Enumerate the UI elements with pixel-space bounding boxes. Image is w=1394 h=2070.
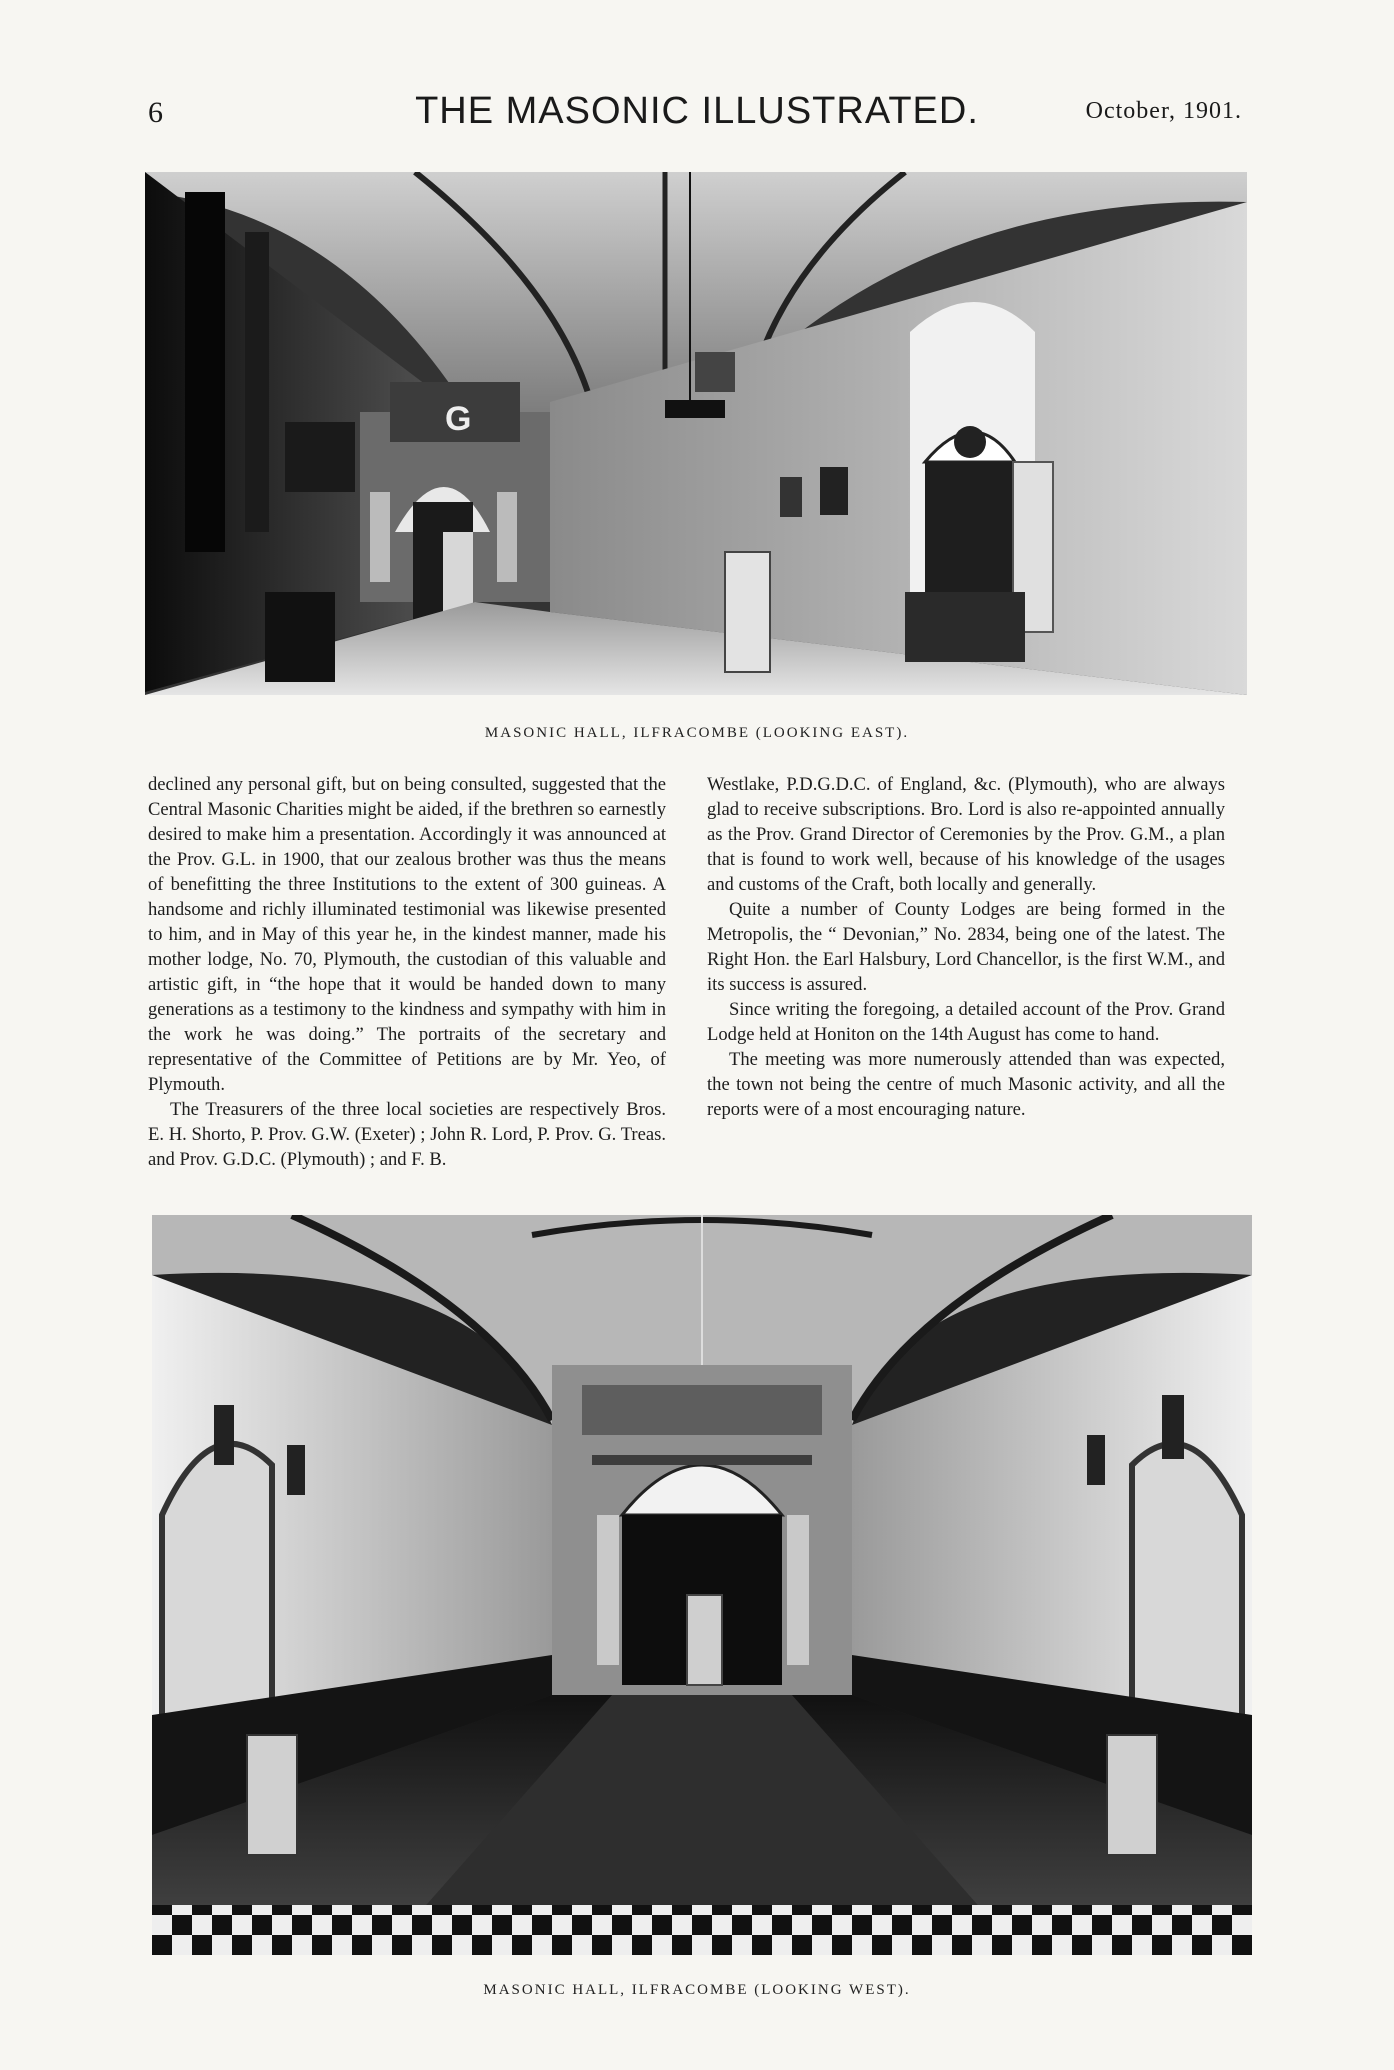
paragraph: Westlake, P.D.G.D.C. of England, &c. (Plymouth), who are always glad to receive subscriptions. Bro. Lord is also re-appointed annually as the Prov. Grand Director of Ceremonies by the Prov. G.M., a plan that is found to work well, because of his knowledge of the usages and customs of the Craft, both locally and generally.: [707, 774, 1225, 895]
page-header: [0, 90, 1394, 136]
article-left-column: [148, 772, 666, 1172]
paragraph: The Treasurers of the three local societies are respectively Bros. E. H. Shorto, P. Prov. G.W. (Exeter) ; John R. Lord, P. Prov. G. Treas. and Prov. G.D.C. (Plymouth) ; and F. B.: [148, 1099, 666, 1170]
hall-east-illustration: [145, 172, 1247, 695]
svg-text:G: G: [445, 400, 472, 438]
paragraph: The meeting was more numerously attended than was expected, the town not being the centre of much Masonic activity, and all the reports were of a most encouraging nature.: [707, 1049, 1225, 1120]
photo-hall-looking-west: [152, 1215, 1252, 1955]
photo-hall-looking-east: [145, 172, 1247, 695]
paragraph: Quite a number of County Lodges are being formed in the Metropolis, the “ Devonian,” No. 2834, being one of the latest. The Right Hon. the Earl Halsbury, Lord Chancellor, is the first W.M., and its success is assured.: [707, 899, 1225, 995]
caption-looking-west: MASONIC HALL, ILFRACOMBE (LOOKING WEST).: [483, 1982, 911, 1998]
paragraph: declined any personal gift, but on being consulted, suggested that the Central Masonic Charities might be aided, if the brethren so earnestly desired to make him a presentation. Accordingly it was announced at the Prov. G.L. in 1900, that our zealous brother was thus the means of benefitting the three Institutions to the extent of 300 guineas. A handsome and richly illuminated testimonial was likewise presented to him, and in May of this year he, in the kindest manner, made his mother lodge, No. 70, Plymouth, the custodian of this valuable and artistic gift, in “the hope that it would be handed down to many generations as a testimony to the kindness and sympathy with him in the work he was doing.” The portraits of the secretary and representative of the Committee of Petitions are by Mr. Yeo, of Plymouth.: [148, 774, 666, 1095]
caption-looking-east: MASONIC HALL, ILFRACOMBE (LOOKING EAST).: [484, 725, 910, 741]
paragraph: Since writing the foregoing, a detailed account of the Prov. Grand Lodge held at Honiton on the 14th August has come to hand.: [707, 999, 1225, 1045]
article-right-column: [707, 772, 1225, 1122]
hall-west-illustration: [152, 1215, 1252, 1955]
issue-date: October, 1901.: [1085, 98, 1242, 124]
page-number: 6: [148, 96, 163, 129]
masthead-title: THE MASONIC ILLUSTRATED.: [415, 90, 979, 132]
